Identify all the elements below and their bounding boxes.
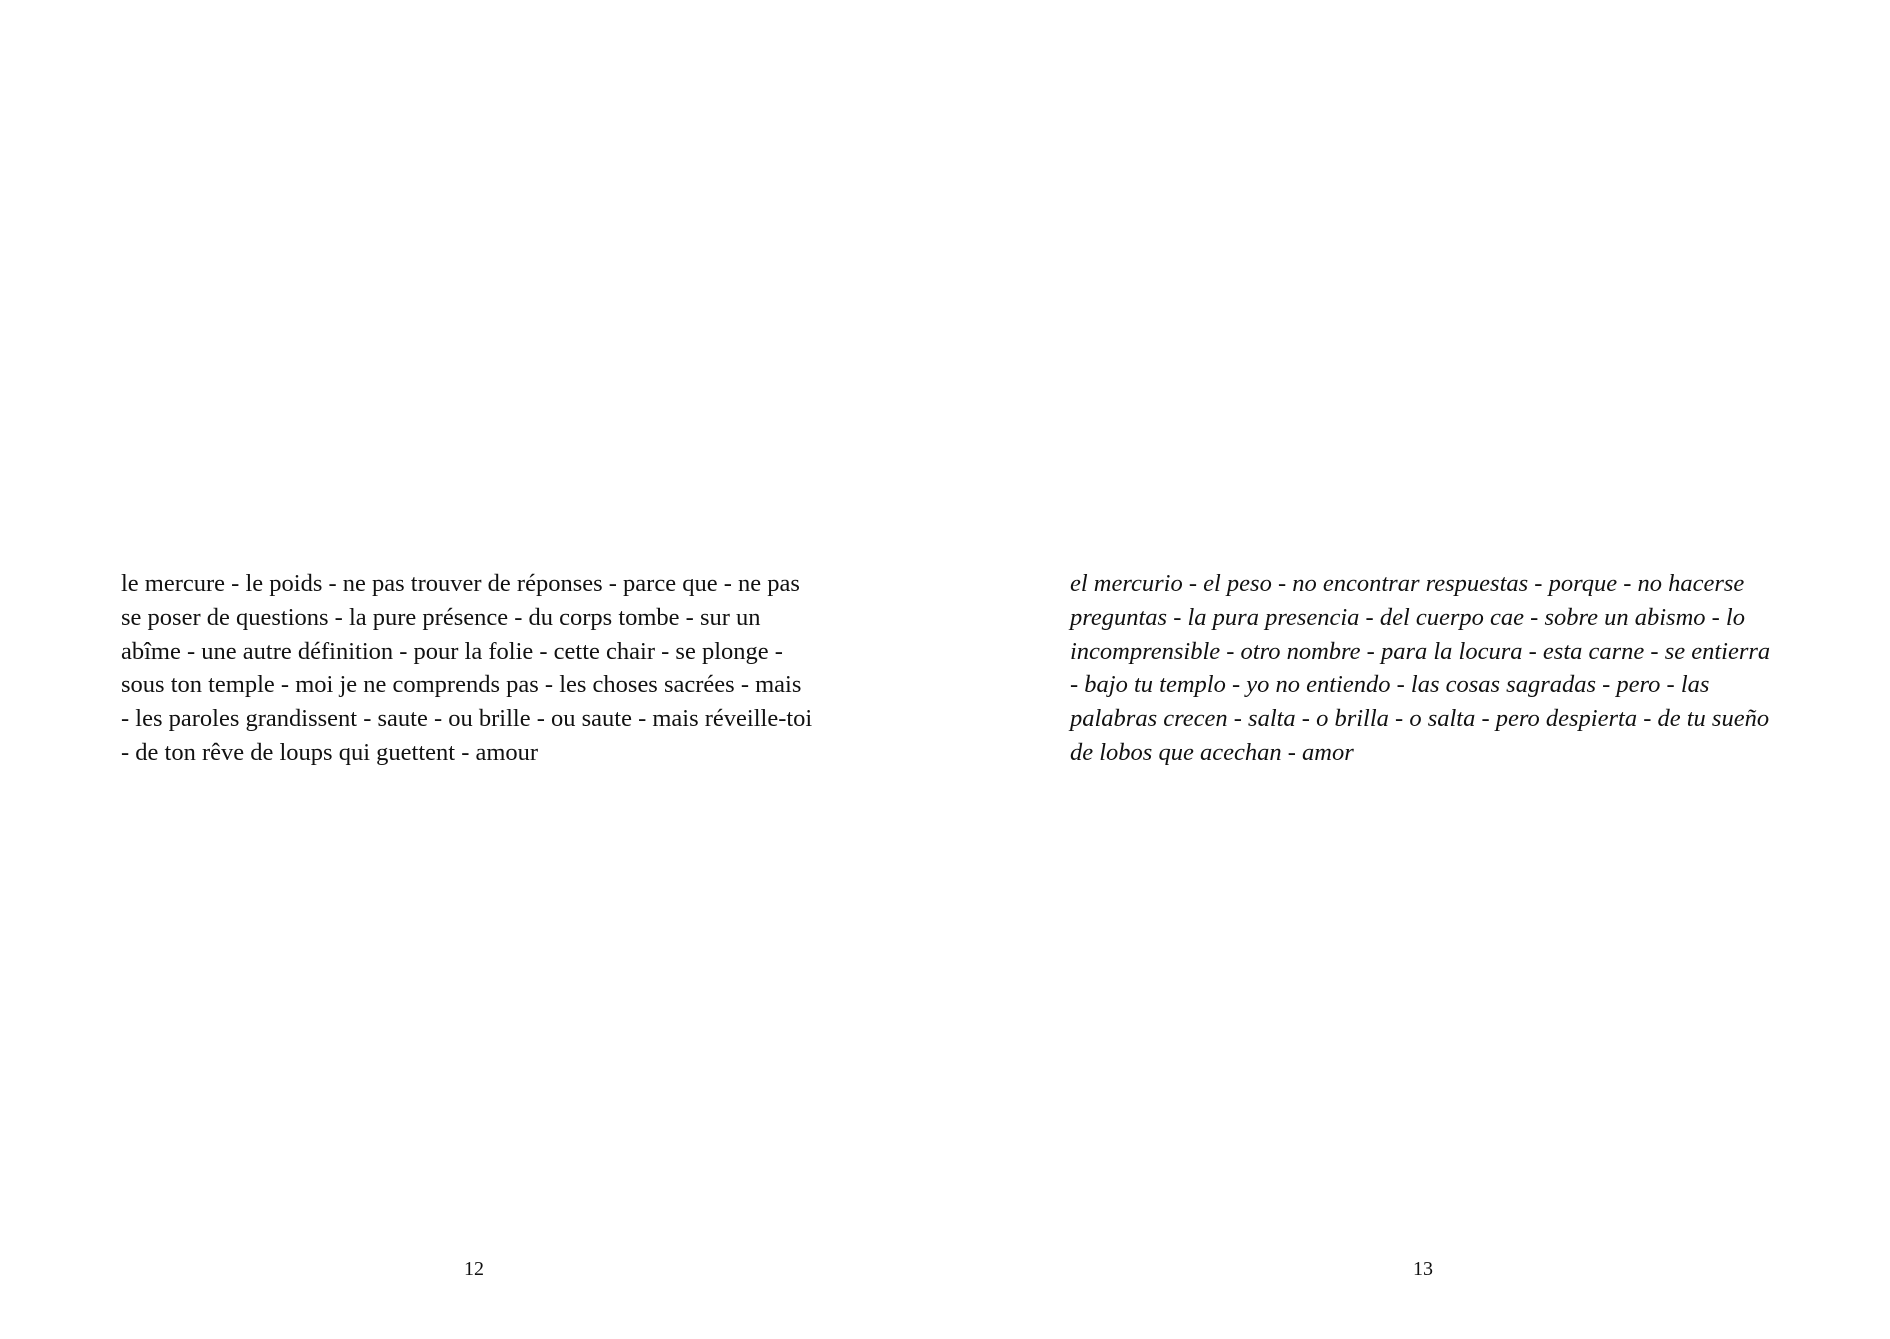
poem-line: de lobos que acechan - amor bbox=[1070, 738, 1354, 766]
poem-line: sous ton temple - moi je ne comprends pas - les choses sacrées - mais bbox=[121, 671, 802, 699]
spanish-poem bbox=[1070, 567, 1790, 770]
poem-line: palabras crecen - salta - o brilla - o salta - pero despierta - de tu sueño bbox=[1070, 705, 1770, 733]
page-number-right: 13 bbox=[1413, 1258, 1433, 1280]
poem-line: - de ton rêve de loups qui guettent - amour bbox=[121, 738, 539, 766]
poem-line: el mercurio - el peso - no encontrar respuestas - porque - no hacerse bbox=[1070, 570, 1745, 597]
poem-line: - bajo tu templo - yo no entiendo - las cosas sagradas - pero - las bbox=[1070, 671, 1710, 699]
poem-line: se poser de questions - la pure présence - du corps tombe - sur un bbox=[121, 603, 761, 631]
poem-line: - les paroles grandissent - saute - ou brille - ou saute - mais réveille-toi bbox=[121, 705, 813, 733]
poem-line: preguntas - la pura presencia - del cuerpo cae - sobre un abismo - lo bbox=[1070, 603, 1745, 631]
page-number-left: 12 bbox=[464, 1258, 484, 1280]
right-page bbox=[945, 0, 1890, 1339]
poem-line: le mercure - le poids - ne pas trouver de réponses - parce que - ne pas bbox=[121, 570, 800, 597]
french-poem bbox=[121, 567, 841, 770]
poem-line: abîme - une autre définition - pour la folie - cette chair - se plonge - bbox=[121, 637, 783, 665]
poem-line: incomprensible - otro nombre - para la locura - esta carne - se entierra bbox=[1070, 637, 1771, 665]
